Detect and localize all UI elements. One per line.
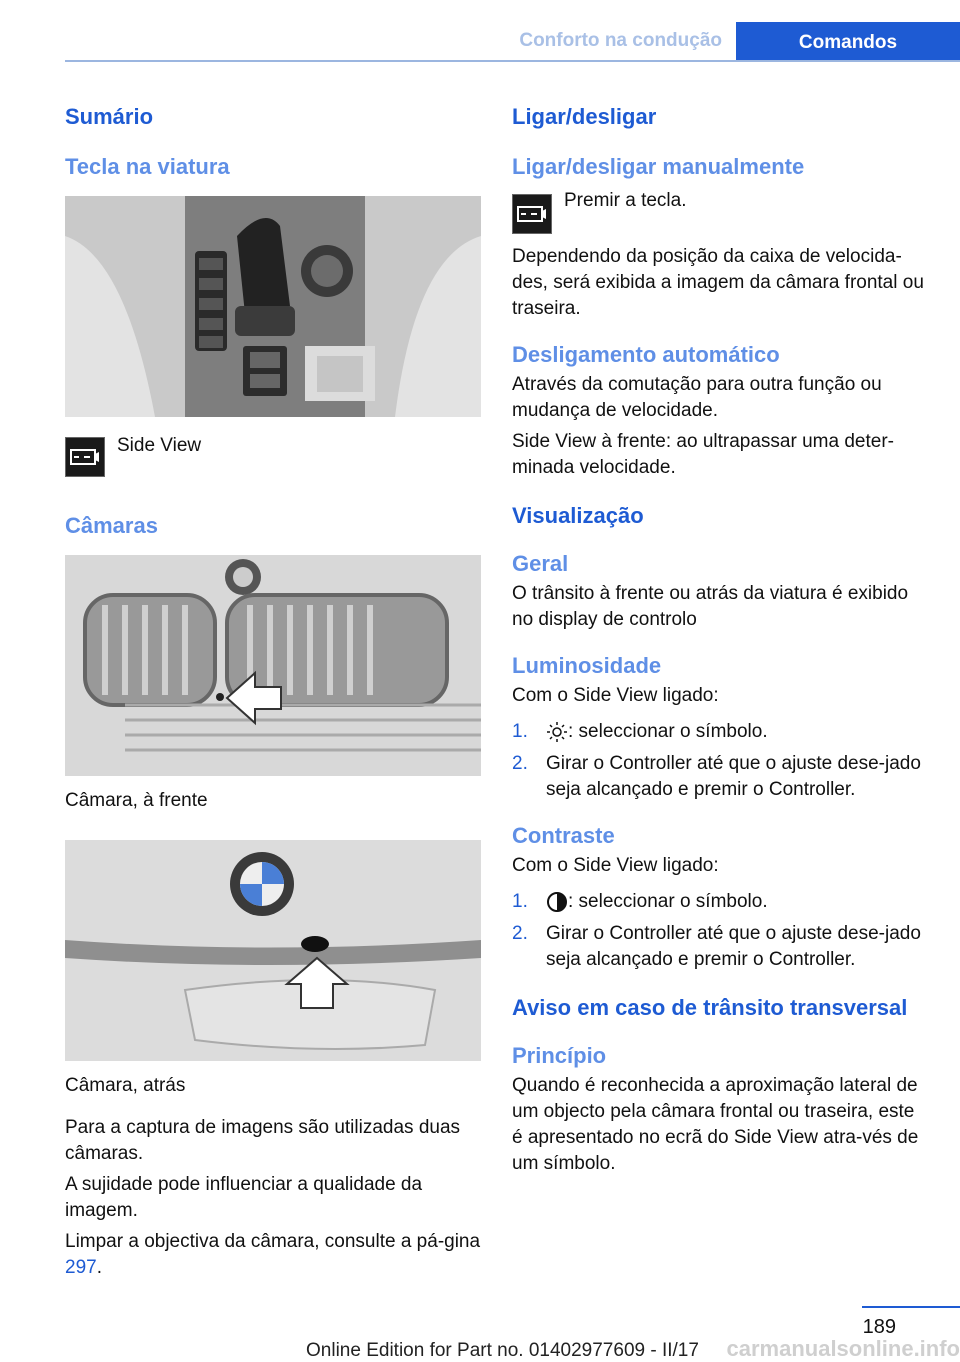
step-number: 2. — [512, 923, 528, 944]
watermark: carmanualsonline.info — [726, 1336, 960, 1361]
brightness-heading: Luminosidade — [512, 653, 662, 678]
auto-off-text-2: Side View à frente: ao ultrapassar uma deter-minada velocidade. — [512, 431, 894, 478]
step-text: Girar o Controller até que o ajuste dese-jado seja alcançado e premir o Controller. — [546, 753, 921, 800]
key-heading: Tecla na viatura — [65, 154, 230, 179]
rear-camera-caption: Câmara, atrás — [65, 1075, 186, 1096]
auto-off-heading: Desligamento automático — [512, 342, 780, 367]
side-view-key-row — [65, 437, 481, 477]
cameras-paragraph-3-suffix: . — [96, 1257, 102, 1278]
side-view-label: Side View — [117, 435, 202, 456]
list-item — [512, 889, 926, 915]
contrast-heading: Contraste — [512, 823, 615, 848]
side-view-camera-icon — [512, 194, 552, 234]
list-item — [512, 719, 926, 745]
principle-text: Quando é reconhecida a aproximação lateral de um objecto pela câmara frontal ou traseira, este é apresentado no ecrã do Side View atra-vés de um símbolo. — [512, 1075, 919, 1174]
list-item — [512, 751, 926, 803]
general-heading: Geral — [512, 551, 569, 576]
left-column — [65, 96, 481, 1281]
press-key-text: Premir a tecla. — [564, 190, 687, 211]
brightness-intro: Com o Side View ligado: — [512, 685, 719, 706]
front-grille-illustration — [65, 555, 481, 776]
center-console-illustration — [65, 196, 481, 417]
cameras-paragraph-3 — [65, 1229, 481, 1281]
step-number: 1. — [512, 721, 528, 742]
cameras-paragraph-1: Para a captura de imagens são utilizadas duas câmaras. — [65, 1117, 461, 1164]
edition-note: Online Edition for Part no. 01402977609 - II/17 — [306, 1340, 699, 1361]
step-number: 2. — [512, 753, 528, 774]
step-text: Girar o Controller até que o ajuste dese-jado seja alcançado e premir o Controller. — [546, 923, 921, 970]
front-camera-caption: Câmara, à frente — [65, 790, 208, 811]
contrast-intro: Com o Side View ligado: — [512, 855, 719, 876]
header-section-title: Conforto na condução — [519, 30, 722, 51]
center-console-photo — [65, 196, 481, 417]
step-text: : seleccionar o símbolo. — [568, 721, 768, 742]
step-text: : seleccionar o símbolo. — [568, 891, 768, 912]
summary-heading: Sumário — [65, 104, 154, 129]
right-column — [512, 96, 926, 1177]
sun-icon — [546, 721, 568, 743]
side-view-camera-icon — [65, 437, 105, 477]
header-rule — [65, 60, 960, 62]
general-text: O trânsito à frente ou atrás da viatura é exibido no display de controlo — [512, 583, 909, 630]
brightness-steps — [512, 719, 926, 803]
step-number: 1. — [512, 891, 528, 912]
auto-off-text-1: Através da comutação para outra função ou mudança de velocidade. — [512, 374, 882, 421]
page-header — [65, 0, 960, 62]
cross-traffic-heading: Aviso em caso de trânsito transversal — [512, 995, 908, 1020]
cameras-heading: Câmaras — [65, 513, 158, 538]
rear-camera-photo — [65, 840, 481, 1061]
header-tab: Comandos — [736, 22, 960, 62]
page-reference-link[interactable]: 297 — [65, 1257, 97, 1278]
list-item — [512, 921, 926, 973]
footer-rule — [862, 1306, 960, 1308]
manual-heading: Ligar/desligar manualmente — [512, 154, 805, 179]
manual-text: Dependendo da posição da caixa de velocida-des, será exibida a imagem da câmara frontal ou traseira. — [512, 246, 924, 319]
view-heading: Visualização — [512, 503, 644, 528]
front-camera-photo — [65, 555, 481, 776]
half-circle-icon — [546, 891, 568, 913]
onoff-heading: Ligar/desligar — [512, 104, 657, 129]
rear-tailgate-illustration — [65, 840, 481, 1061]
cameras-paragraph-2: A sujidade pode influenciar a qualidade da imagem. — [65, 1174, 423, 1221]
page-number: 189 — [862, 1316, 896, 1338]
press-key-row — [512, 190, 926, 234]
principle-heading: Princípio — [512, 1043, 607, 1068]
contrast-steps — [512, 889, 926, 973]
cameras-paragraph-3-text: Limpar a objectiva da câmara, consulte a pá-gina — [65, 1231, 481, 1252]
